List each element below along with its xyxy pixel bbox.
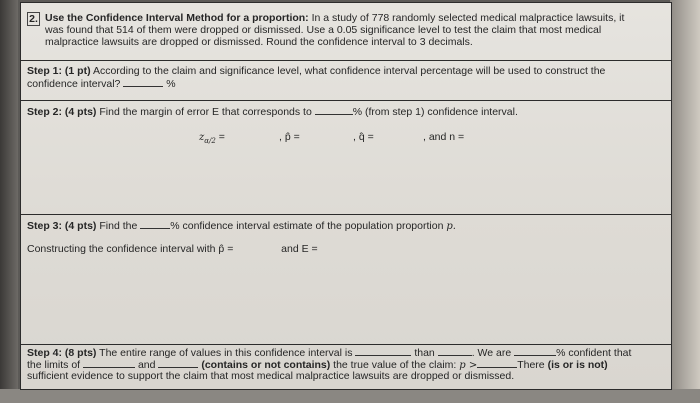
- step2-section: [21, 101, 671, 215]
- step4-label: Step 4: (8 pts): [27, 347, 97, 359]
- step1-line-1: [27, 65, 605, 77]
- and-e-text: and E =: [281, 243, 318, 255]
- step4-confidence-blank[interactable]: [514, 346, 556, 356]
- step4-upper-limit-blank[interactable]: [158, 358, 198, 368]
- photo-background-bottom: [0, 389, 700, 403]
- step4-confident: % confident that: [556, 347, 632, 359]
- step1-percent-unit: %: [166, 78, 176, 90]
- step3-p-symbol: p.: [446, 221, 456, 232]
- z-alpha-label: [199, 131, 225, 147]
- z-subscript: α/2: [204, 137, 216, 146]
- step1-text-1: According to the claim and significance level, what confidence interval percentage will be used to construct the: [92, 65, 606, 77]
- step4-than-blank[interactable]: [438, 346, 472, 356]
- step4-is-or-not: (is or is not): [547, 359, 608, 371]
- step4-limits: the limits of: [27, 359, 81, 371]
- step1-text-2: confidence interval?: [27, 78, 121, 90]
- step4-lower-limit-blank[interactable]: [83, 358, 135, 368]
- step4-than: than: [414, 347, 435, 359]
- step4-section: [21, 345, 671, 391]
- step1-percent-blank[interactable]: [123, 77, 163, 87]
- step3-percent-blank[interactable]: [140, 219, 170, 229]
- step1-label: Step 1: (1 pt): [27, 65, 91, 77]
- question-line-1: [45, 12, 624, 24]
- step4-range-blank[interactable]: [355, 346, 411, 356]
- question-line-2: was found that 514 of them were dropped or dismissed. Use a 0.05 significance level to test the claim that most medical: [45, 24, 602, 36]
- construct-text: Constructing the confidence interval with p̂ =: [27, 243, 234, 255]
- step3-section: [21, 215, 671, 345]
- step3-label: Step 3: (4 pts): [27, 220, 97, 232]
- question-line-3: malpractice lawsuits are dropped or dismissed. Round the confidence interval to 3 decimals.: [45, 36, 473, 48]
- question-section: [21, 3, 671, 61]
- step2-text-a: Find the margin of error E that corresponds to: [99, 106, 312, 118]
- question-number: 2.: [27, 12, 40, 26]
- question-title: Use the Confidence Interval Method for a proportion:: [45, 12, 309, 24]
- photo-background-left: [0, 0, 18, 403]
- step2-label: Step 2: (4 pts): [27, 106, 97, 118]
- step1-line-2: [27, 77, 176, 90]
- step4-and: and: [137, 359, 156, 371]
- step1-section: [21, 61, 671, 101]
- step4-line-3: sufficient evidence to support the claim that most medical malpractice lawsuits are dropped or dismissed.: [27, 370, 515, 382]
- step3-text-a: Find the: [99, 220, 138, 232]
- step4-claim: the true value of the claim:: [333, 359, 457, 371]
- z-symbol: z: [199, 132, 205, 143]
- step4-contains: (contains or not contains): [201, 359, 331, 371]
- step4-p-gt: p >: [459, 360, 478, 371]
- step3-text-b: % confidence interval estimate of the population proportion: [170, 220, 444, 232]
- step4-text-a: The entire range of values in this confidence interval is: [99, 347, 353, 359]
- p-hat-label: , p̂ =: [279, 131, 300, 143]
- z-equals: =: [218, 131, 225, 143]
- photo-background-right: [670, 0, 700, 403]
- q-hat-label: , q̂ =: [353, 131, 374, 143]
- n-label: , and n =: [423, 131, 465, 143]
- step2-percent-blank[interactable]: [315, 105, 353, 115]
- step4-we-are: . We are: [471, 347, 512, 359]
- step3-construct-line: [27, 243, 318, 255]
- worksheet: [20, 2, 672, 390]
- step4-claim-blank[interactable]: [477, 358, 517, 368]
- step4-there: There: [517, 359, 545, 371]
- step3-line-1: [27, 219, 456, 233]
- question-text-1: In a study of 778 randomly selected medical malpractice lawsuits, it: [311, 12, 625, 24]
- step2-text-b: % (from step 1) confidence interval.: [352, 106, 518, 118]
- step2-line-1: [27, 105, 518, 118]
